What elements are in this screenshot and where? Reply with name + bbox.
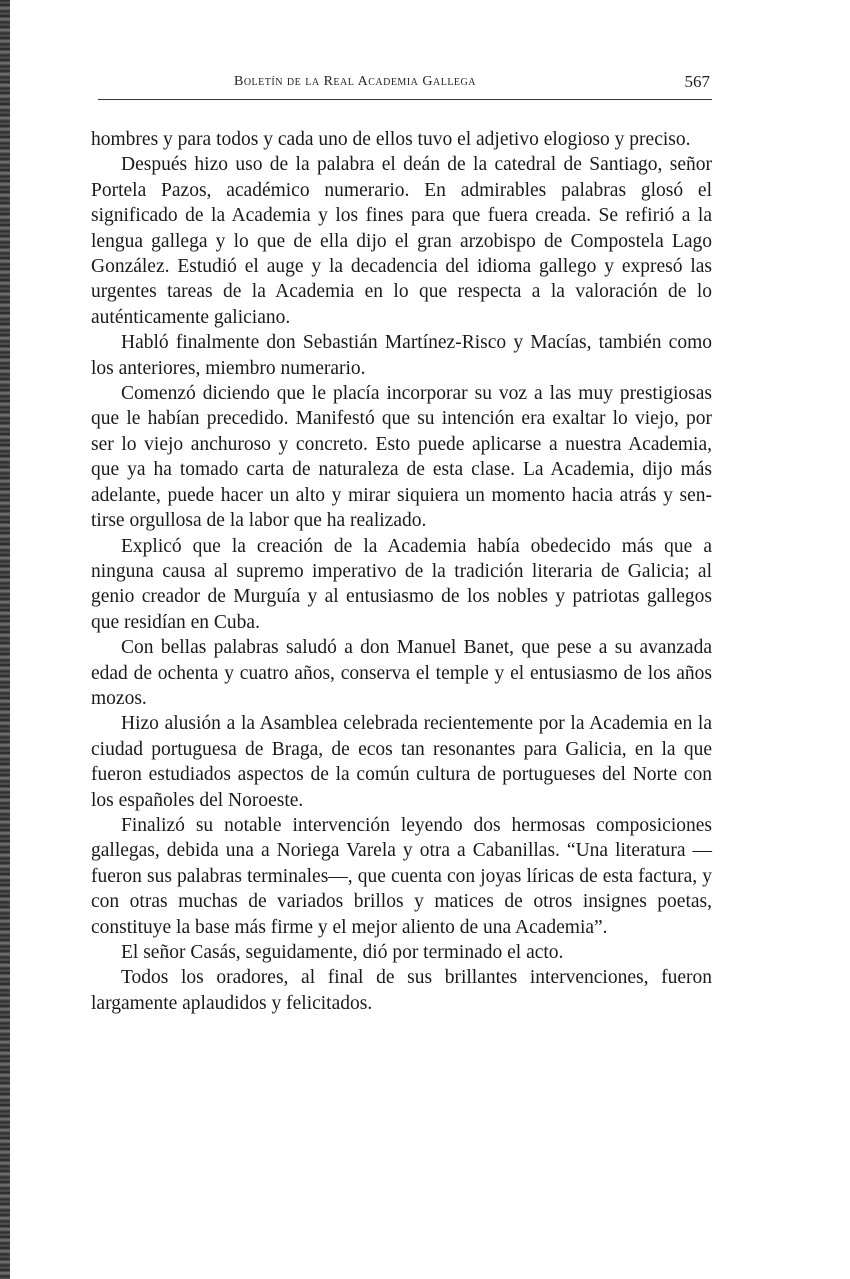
paragraph: hombres y para todos y cada uno de ellos tuvo el adjetivo elogioso y preciso. — [91, 129, 691, 150]
paragraph: Con bellas palabras saludó a don Manuel Banet, que pese a su avanzada edad de ochenta y cuatro años, conserva el temple y el entusiasmo de los años mozos. — [91, 637, 712, 709]
paragraph: Después hizo uso de la palabra el deán de la catedral de Santiago, señor Portela Pazos, académico numerario. En admirables palabras glosó el significado de la Academia y los fines para que fuera creada. Se refirió a la lengua gallega y lo que de ella dijo el gran arzobispo de Compostela Lago González. Estudió el auge y la decadencia del idioma gallego y expresó las urgentes tareas de la Academia en lo que respecta a la valoración de lo auténticamente galiciano. — [91, 154, 712, 328]
paragraph: Comenzó diciendo que le placía incorporar su voz a las muy prestigiosas que le habían precedido. Manifestó que su intención era exaltar lo viejo, por ser lo viejo anchuroso y concreto. Esto puede aplicarse a nuestra Academia, que ya ha tomado carta de naturaleza de esta clase. La Academia, dijo más adelante, puede hacer un alto y mirar siquiera un momento hacia atrás y sentirse orgullosa de la labor que ha realizado. — [91, 383, 712, 532]
paragraph: Habló finalmente don Sebastián Martínez-Risco y Macías, también como los anteriores, miembro numerario. — [91, 332, 712, 379]
article-body — [91, 127, 712, 1016]
running-head: Boletín de la Real Academia Gallega — [234, 74, 476, 89]
paragraph: El señor Casás, seguidamente, dió por terminado el acto. — [121, 942, 564, 963]
paragraph: Hizo alusión a la Asamblea celebrada recientemente por la Academia en la ciudad portuguesa de Braga, de ecos tan resonantes para Galicia, en la que fueron estudiados aspectos de la común cultura de portugueses del Norte con los españoles del Noroeste. — [91, 713, 712, 811]
binding-edge — [0, 0, 10, 1279]
paragraph: Explicó que la creación de la Academia había obedecido más que a ninguna causa al supremo imperativo de la tradición literaria de Galicia; al genio creador de Murguía y al entusiasmo de los nobles y patriotas gallegos que residían en Cuba. — [91, 535, 712, 633]
page-number: 567 — [684, 72, 710, 91]
header-rule — [98, 99, 712, 100]
paragraph: Finalizó su notable intervención leyendo dos hermosas composiciones gallegas, debida una a Noriega Varela y otra a Cabanillas. “Una literatura —fueron sus palabras terminales—, que cuenta con joyas líricas de esta factura, y con otras muchas de variados brillos y matices de otros insignes poetas, constituye la base más firme y el mejor aliento de una Academia”. — [91, 814, 712, 938]
paragraph: Todos los oradores, al final de sus brillantes intervenciones, fueron largamente aplaudidos y felicitados. — [91, 967, 712, 1014]
page-header — [98, 70, 712, 98]
